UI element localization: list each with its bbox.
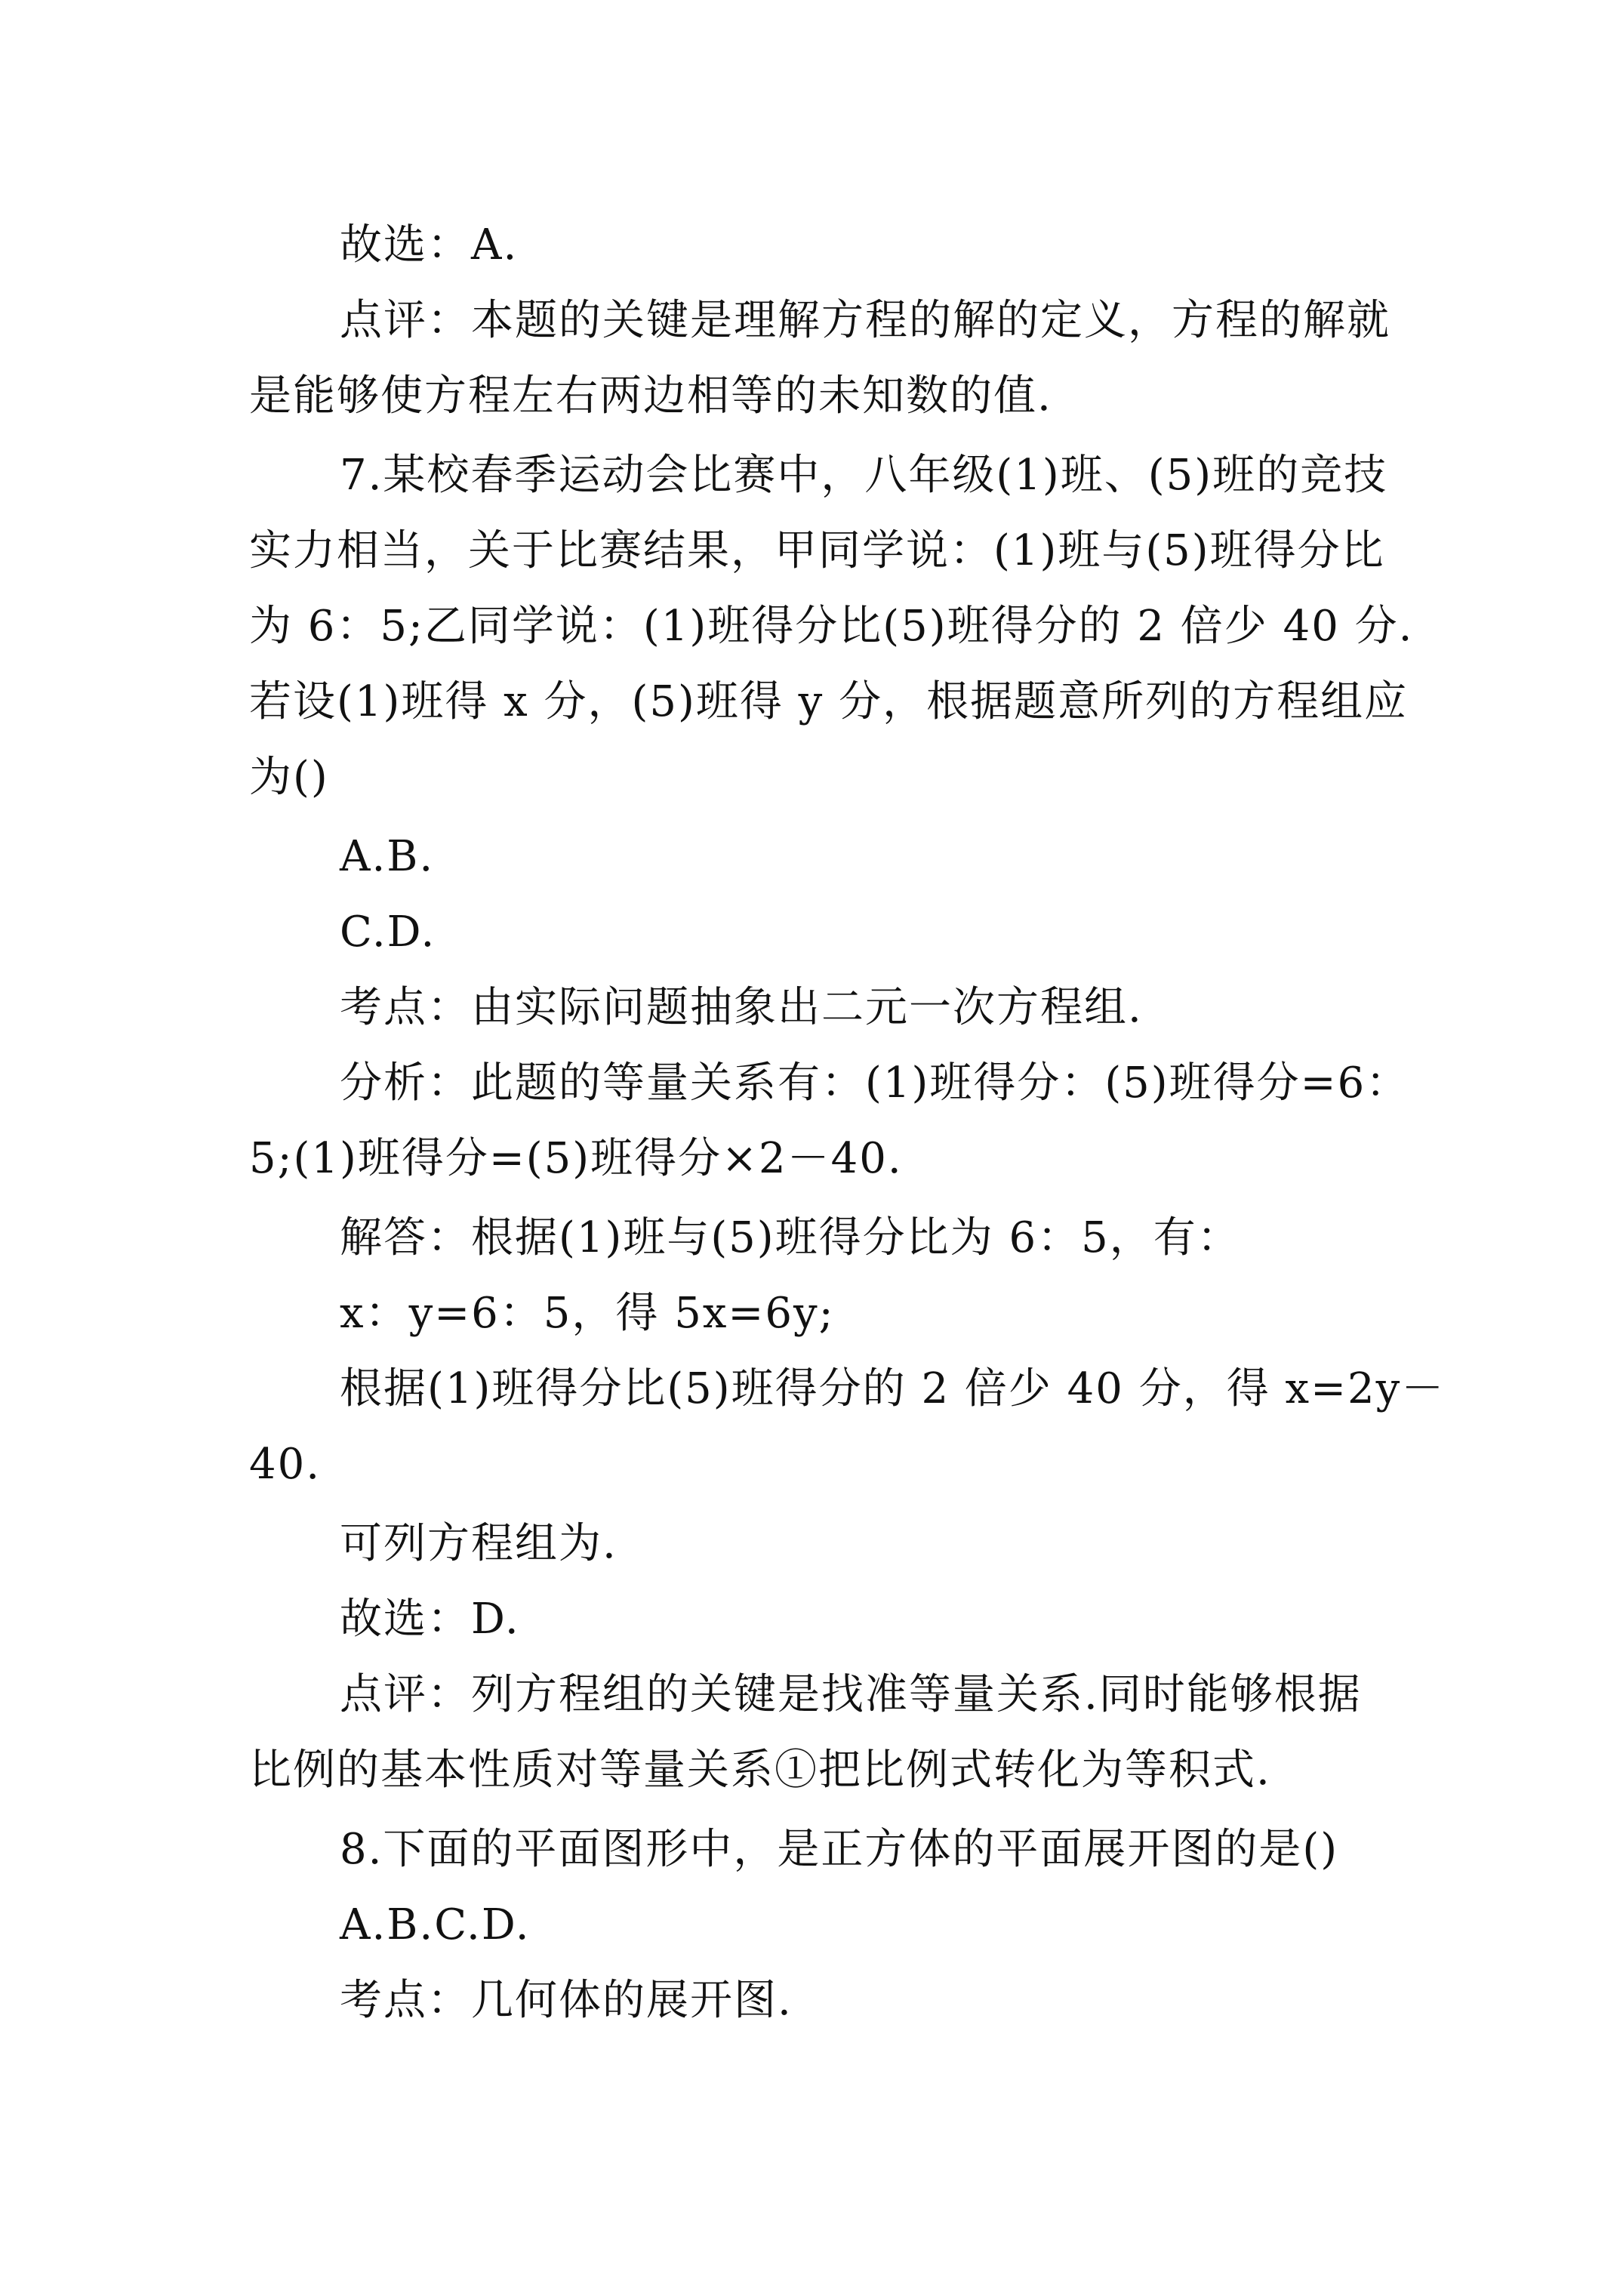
- text-line: 实力相当，关于比赛结果，甲同学说：(1)班与(5)班得分比: [249, 526, 1385, 575]
- text-line: 若设(1)班得 x 分，(5)班得 y 分，根据题意所列的方程组应: [249, 677, 1409, 726]
- text-line: 解答：根据(1)班与(5)班得分比为 6：5，有：: [340, 1213, 1241, 1262]
- text-line: 为 6：5;乙同学说：(1)班得分比(5)班得分的 2 倍少 40 分.: [249, 602, 1414, 651]
- text-line: 比例的基本性质对等量关系①把比例式转化为等积式.: [249, 1746, 1271, 1795]
- text-line: 根据(1)班得分比(5)班得分的 2 倍少 40 分，得 x=2y－: [340, 1364, 1446, 1413]
- question-8-line: 8.下面的平面图形中，是正方体的平面展开图的是(): [340, 1825, 1339, 1874]
- text-line: 可列方程组为.: [340, 1519, 617, 1568]
- text-line: 故选：A.: [340, 220, 519, 270]
- text-line: 点评：本题的关键是理解方程的解的定义，方程的解就: [340, 296, 1390, 345]
- text-line: 点评：列方程组的关键是找准等量关系.同时能够根据: [340, 1670, 1362, 1719]
- text-line: 是能够使方程左右两边相等的未知数的值.: [249, 371, 1052, 421]
- choice-line: C.D.: [340, 908, 436, 957]
- choice-line: A.B.: [340, 832, 435, 881]
- text-line: 考点：几何体的展开图.: [340, 1976, 793, 2025]
- text-line: 为(): [249, 753, 329, 802]
- text-line: 考点：由实际问题抽象出二元一次方程组.: [340, 983, 1143, 1032]
- text-line: 5;(1)班得分=(5)班得分×2－40.: [249, 1134, 903, 1183]
- text-line: 故选：D.: [340, 1595, 520, 1644]
- text-line: 40.: [249, 1440, 322, 1489]
- choice-line: A.B.C.D.: [340, 1900, 531, 1949]
- text-line: 分析：此题的等量关系有：(1)班得分：(5)班得分=6：: [340, 1059, 1410, 1108]
- text-line: x：y=6：5，得 5x=6y;: [340, 1289, 835, 1338]
- question-7-line: 7.某校春季运动会比赛中，八年级(1)班、(5)班的竞技: [340, 451, 1388, 500]
